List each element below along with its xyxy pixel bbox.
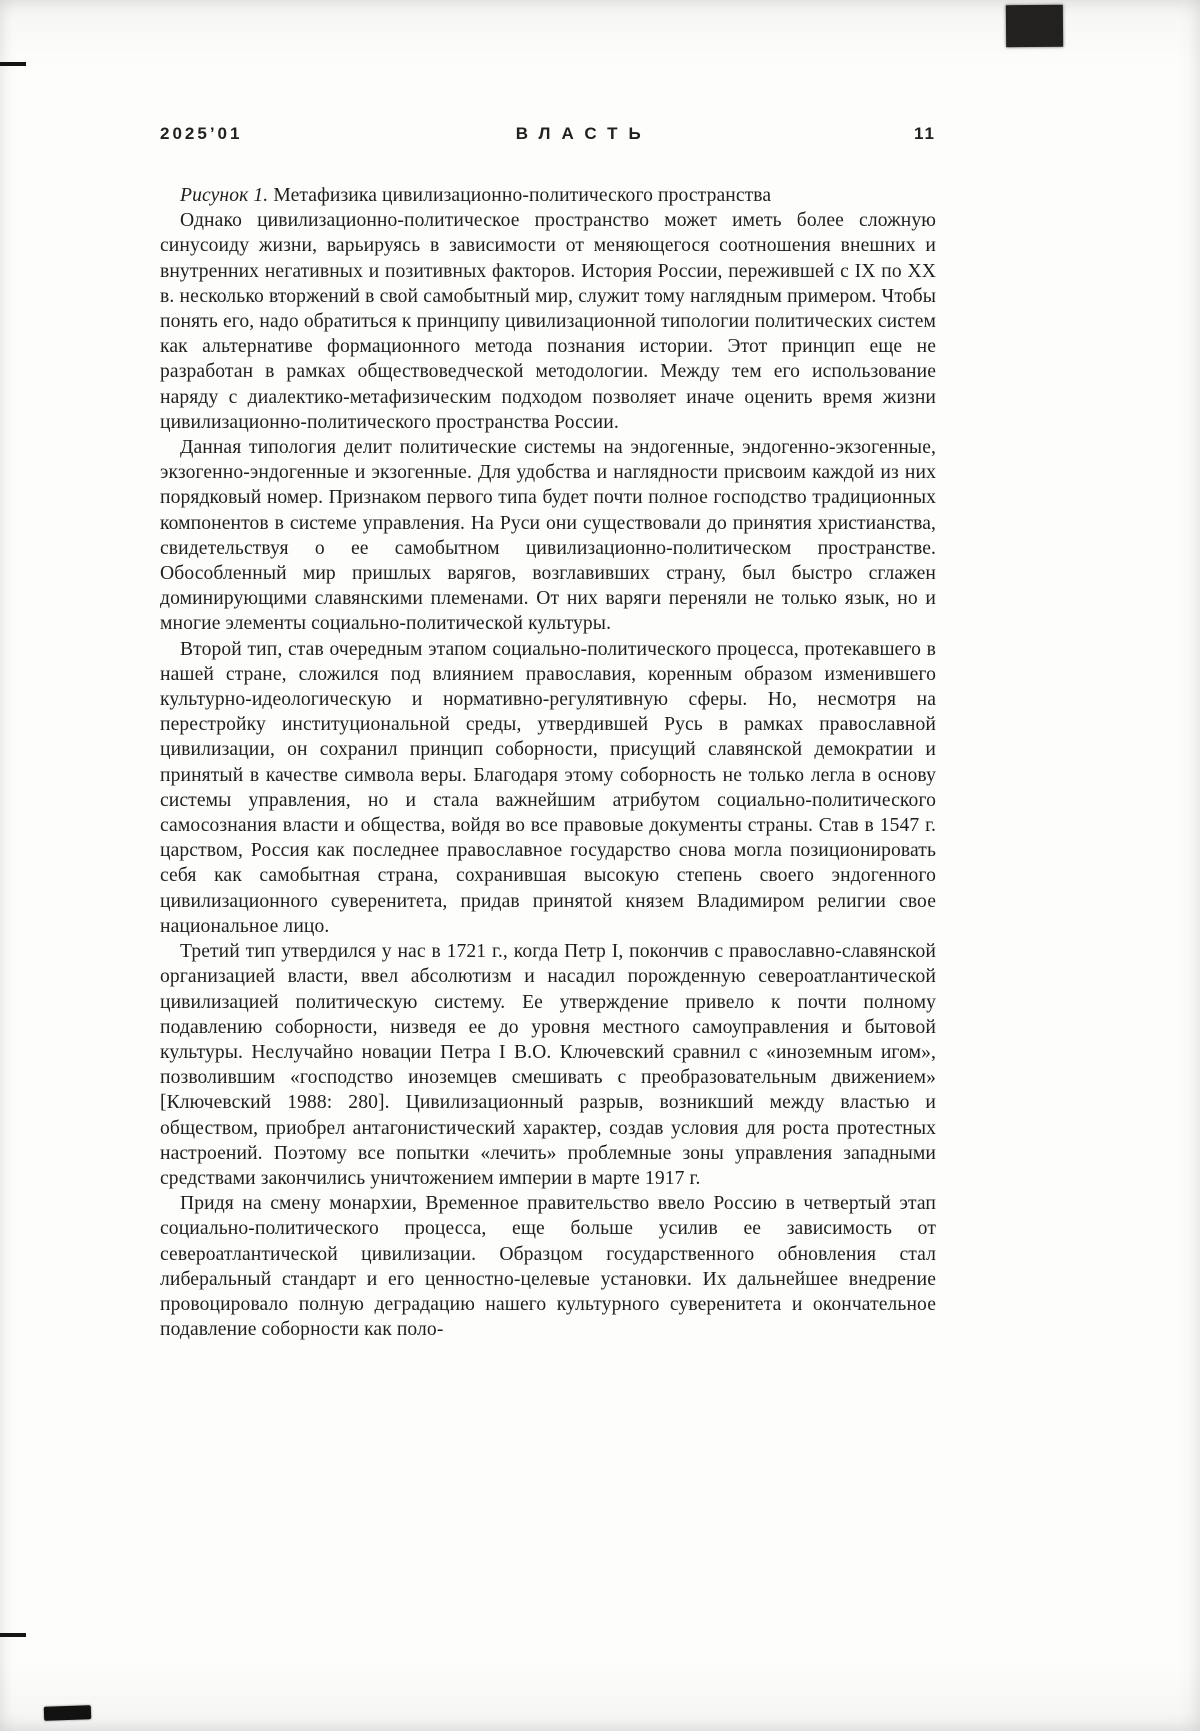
scan-corner-mark [1006,5,1063,47]
scan-edge-mark-top [0,62,26,66]
figure-caption-text: Метафизика цивилизационно-политического пространства [273,185,772,206]
paragraph: Второй тип, став очередным этапом социально-политического процесса, протекавшего в нашей стране, сложился под влиянием православия, коренным образом изменившего культурно-идеологическую и нормативно-регулятивную сферы. Но, несмотря на перестройку институциональной среды, утвердившей Русь в рамках православной цивилизации, он сохранил принцип соборности, присущий славянской демократии и принятый в качестве символа веры. Благодаря этому соборность не только легла в основу системы управления, но и стала важнейшим атрибутом социально-политического самосознания власти и общества, войдя во все правовые документы страны. Став в 1547 г. царством, Россия как последнее православное государство снова могла позиционировать себя как самобытная страна, сохранившая высокую степень своего эндогенного цивилизационного суверенитета, придав принятой князем Владимиром религии свое национальное лицо. [160,638,936,937]
figure-caption-label: Рисунок 1. [180,185,269,206]
paragraph: Придя на смену монархии, Временное правительство ввело Россию в четвертый этап социально-политического процесса, еще больше усилив ее зависимость от североатлантической цивилизации. Образцом государственного обновления стал либеральный стандарт и его ценностно-целевые установки. Их дальнейшее внедрение провоцировало полную деградацию нашего культурного суверенитета и окончательное подавление соборности как поло- [160,1193,936,1341]
paragraph: Однако цивилизационно-политическое пространство может иметь более сложную синусоиду жизни, варьируясь в зависимости от меняющегося соотношения внешних и внутренних негативных и позитивных факторов. История России, пережившей с IX по XX в. несколько вторжений в свой самобытный мир, служит тому наглядным примером. Чтобы понять его, надо обратиться к принципу цивилизационной типологии политических систем как альтернативе формационного метода познания истории. Этот принцип еще не разработан в рамках обществоведческой методологии. Между тем его использование наряду с диалектико-метафизическим подходом позволяет иначе оценить время жизни цивилизационно-политического пространства России. [160,210,936,433]
journal-title: ВЛАСТЬ [515,124,652,143]
scan-bottom-smudge [44,1705,91,1721]
article-body [160,183,936,1342]
running-head [160,124,936,144]
page-number: 11 [914,124,936,143]
paragraph: Данная типология делит политические системы на эндогенные, эндогенно-экзогенные, экзогенно-эндогенные и экзогенные. Для удобства и наглядности присвоим каждой из них порядковый номер. Признаком первого типа будет почти полное господство традиционных компонентов в системе управления. На Руси они существовали до принятия христианства, свидетельствуя о ее самобытном цивилизационно-политическом пространстве. Обособленный мир пришлых варягов, возглавивших страну, был быстро сглажен доминирующими славянскими племенами. От них варяги переняли не только язык, но и многие элементы социально-политической культуры. [160,437,936,635]
issue-label: 2025’01 [160,124,243,143]
scan-edge-mark-bottom [0,1633,26,1637]
paragraph: Третий тип утвердился у нас в 1721 г., когда Петр I, покончив с православно-славянской организацией власти, ввел абсолютизм и насадил порожденную североатлантической цивилизацией политическую систему. Ее утверждение привело к почти полному подавлению соборности, низведя ее до уровня местного самоуправления и бытовой культуры. Неслучайно новации Петра I В.О. Ключевский сравнил с «иноземным игом», позволившим «господство иноземцев смешивать с преобразовательным движением» [Ключевский 1988: 280]. Цивилизационный разрыв, возникший между властью и обществом, приобрел антагонистический характер, создав условия для роста протестных настроений. Поэтому все попытки «лечить» проблемные зоны управления западными средствами закончились уничтожением империи в марте 1917 г. [160,941,936,1189]
figure-caption [160,183,936,208]
